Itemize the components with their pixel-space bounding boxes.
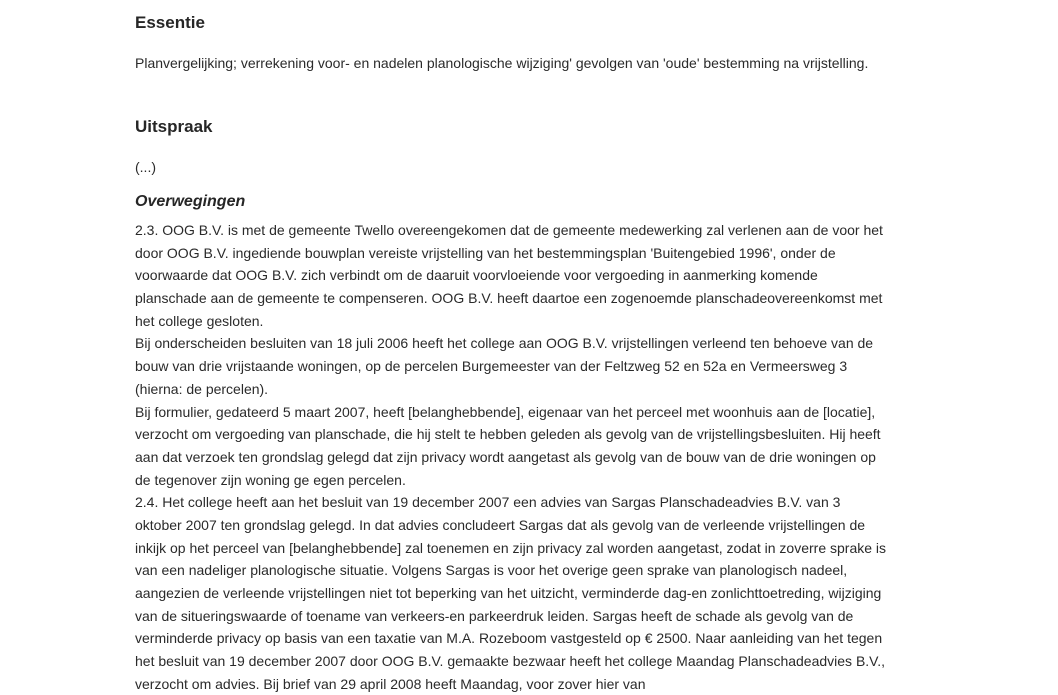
text-line: 2.4. Het college heeft aan het besluit van 19 december 2007 een advies van Sargas Planschadeadvies B.V. van 3 (135, 494, 841, 511)
text-line: oktober 2007 ten grondslag gelegd. In dat advies concludeert Sargas dat als gevolg van de verleende vrijstellingen de (135, 516, 866, 533)
text-line: aangezien de verleende vrijstellingen niet tot beperking van het uitzicht, verminderde dag-en zonlichttoetreding, wijziging (135, 585, 882, 601)
text-line: van een nadeliger planologische situatie. Volgens Sargas is voor het overige geen sprake van planologisch nadeel, (135, 562, 848, 579)
omitted-text-marker: (...) (135, 159, 156, 175)
essentie-text: Planvergelijking; verrekening voor- en nadelen planologische wijziging' gevolgen van 'oude' bestemming na vrijstelling. (135, 55, 869, 71)
text-line: inkijk op het perceel van [belanghebbende] zal toenemen en zijn privacy zal worden aangetast, zodat in zoverre sprake is (135, 539, 887, 556)
text-line: aan dat verzoek ten grondslag gelegd dat zijn privacy wordt aangetast als gevolg van de bouw van de drie woningen op (135, 448, 876, 465)
text-line: verminderde privacy op basis van een taxatie van M.A. Rozeboom vastgesteld op € 2500. Naar aanleiding van het tegen (135, 630, 883, 647)
text-line: 2.3. OOG B.V. is met de gemeente Twello overeengekomen dat de gemeente medewerking zal verlenen aan de voor het (135, 222, 883, 238)
text-line: van de situeringswaarde of toename van verkeers-en parkeerdruk leiden. Sargas heeft de schade als gevolg van de (135, 607, 854, 624)
text-line: verzocht om vergoeding van planschade, die hij stelt te hebben geleden als gevolg van de vrijstellingsbesluiten. Hij heeft (135, 426, 881, 443)
text-line: (hierna: de percelen). (135, 380, 269, 397)
text-line: bouw van drie vrijstaande woningen, op de percelen Burgemeester van der Feltzweg 52 en 52a en Vermeersweg 3 (135, 358, 848, 375)
text-line: voorwaarde dat OOG B.V. zich verbindt om de daaruit voorvloeiende voor vergoeding in aanmerking komende (135, 267, 818, 284)
text-line: Bij onderscheiden besluiten van 18 juli 2006 heeft het college aan OOG B.V. vrijstellingen verleend ten behoeve van de (135, 335, 874, 352)
overwegingen-heading: Overwegingen (135, 193, 246, 210)
text-line: het besluit van 19 december 2007 door OOG B.V. gemaakte bezwaar heeft het college Maandag Planschadeadvies B.V., (135, 653, 886, 670)
text-line: verzocht om advies. Bij brief van 29 april 2008 heeft Maandag, voor zover hier van (135, 675, 646, 692)
text-line: de tegenover zijn woning ge egen percelen. (135, 471, 406, 488)
text-line: Bij formulier, gedateerd 5 maart 2007, heeft [belanghebbende], eigenaar van het perceel met woonhuis aan de [locatie], (135, 403, 876, 420)
text-line: door OOG B.V. ingediende bouwplan vereiste vrijstelling van het bestemmingsplan 'Buitengebied 1996', onder de (135, 244, 836, 261)
overwegingen-body (135, 219, 886, 695)
text-line: planschade aan de gemeente te compenseren. OOG B.V. heeft daartoe een zogenoemde planschadeovereenkomst met (135, 290, 883, 307)
text-line: het college gesloten. (135, 312, 264, 329)
essentie-heading: Essentie (135, 13, 205, 32)
uitspraak-heading: Uitspraak (135, 117, 213, 136)
